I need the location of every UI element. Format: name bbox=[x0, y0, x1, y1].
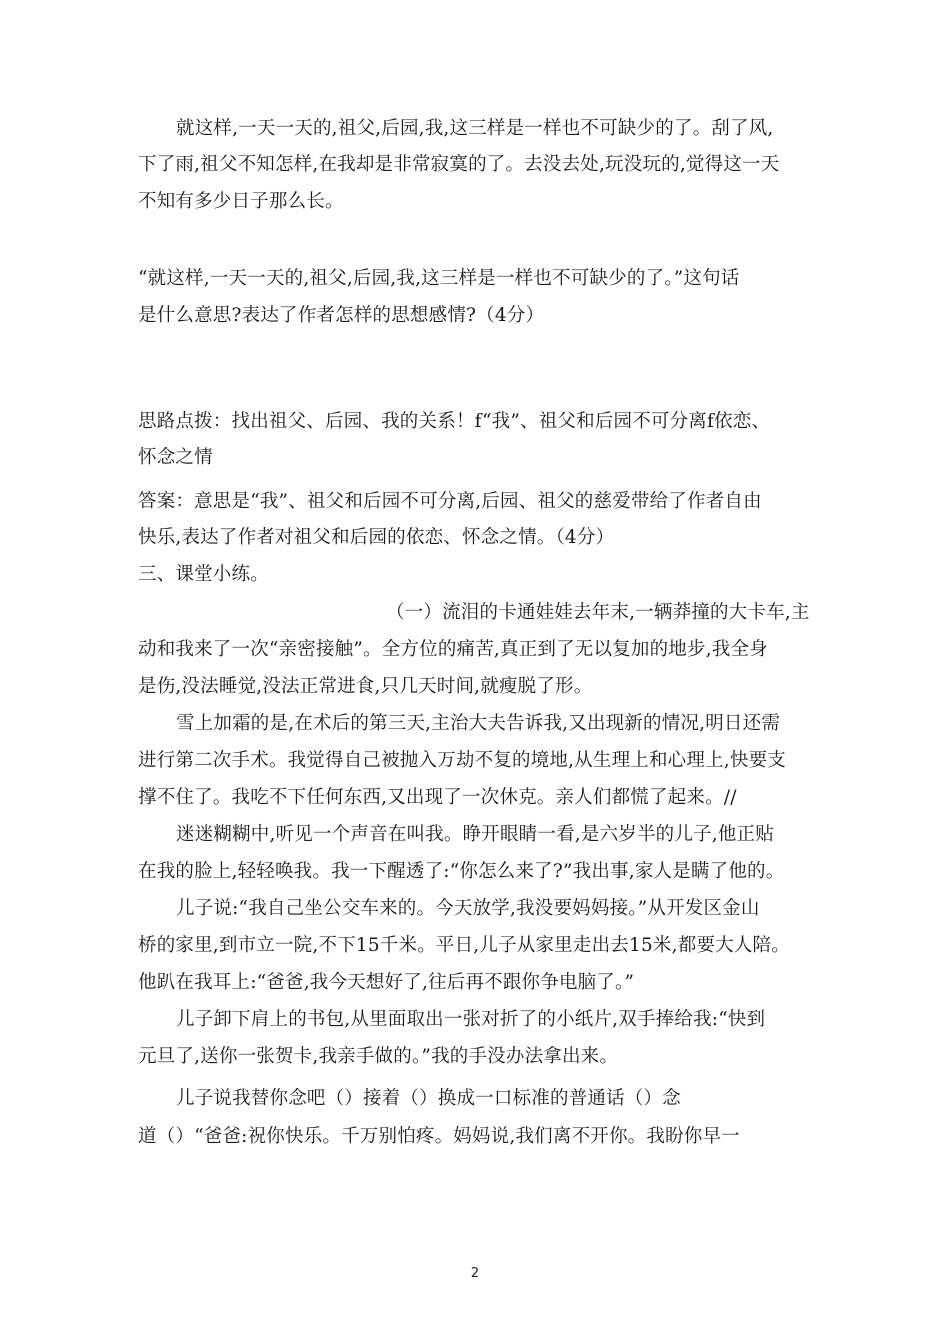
story-line: 桥的家里,到市立一院,不下15千米。平日,儿子从家里走出去15米,都要大人陪。 bbox=[138, 935, 790, 956]
story-line: 儿子说:“我自己坐公交车来的。今天放学,我没要妈妈接。”从开发区金山 bbox=[176, 898, 760, 919]
story-line: 是伤,没法睡觉,没法正常进食,只几天时间,就瘦脱了形。 bbox=[138, 676, 593, 697]
section-heading: 三、课堂小练。 bbox=[138, 564, 269, 585]
hint-line: 怀念之情 bbox=[138, 447, 213, 468]
story-line: 迷迷糊糊中,听见一个声音在叫我。睁开眼睛一看,是六岁半的儿子,他正贴 bbox=[176, 824, 774, 845]
story-line: 儿子卸下肩上的书包,从里面取出一张对折了的小纸片,双手捧给我:“快到 bbox=[176, 1009, 766, 1030]
hint-line: 思路点拨：找出祖父、后园、我的关系！f“我”、祖父和后园不可分离f依恋、 bbox=[138, 411, 771, 432]
question-line: “就这样,一天一天的,祖父,后园,我,这三样是一样也不可缺少的了。”这句话 bbox=[138, 268, 740, 289]
page-number: 2 bbox=[470, 1266, 480, 1281]
story-line: 儿子说我替你念吧（）接着（）换成一口标准的普通话（）念 bbox=[176, 1088, 681, 1109]
paragraph-line: 下了雨,祖父不知怎样,在我却是非常寂寞的了。去没去处,玩没玩的,觉得这一天 bbox=[138, 154, 780, 175]
paragraph-line: 就这样,一天一天的,祖父,后园,我,这三样是一样也不可缺少的了。刮了风, bbox=[176, 118, 774, 139]
question-line: 是什么意思?表达了作者怎样的思想感情?（4分） bbox=[138, 305, 545, 326]
story-line: 在我的脸上,轻轻唤我。我一下醒透了:“你怎么来了?”我出事,家人是瞒了他的。 bbox=[138, 861, 785, 882]
story-line: （一）流泪的卡通娃娃去年末,一辆莽撞的大卡车,主 bbox=[386, 602, 810, 623]
story-line: 道（）“爸爸:祝你快乐。千万别怕疼。妈妈说,我们离不开你。我盼你早一 bbox=[138, 1126, 740, 1147]
story-line: 撑不住了。我吃不下任何东西,又出现了一次休克。亲人们都慌了起来。// bbox=[138, 787, 737, 808]
story-line: 动和我来了一次“亲密接触”。全方位的痛苦,真正到了无以复加的地步,我全身 bbox=[138, 639, 768, 660]
answer-line: 答案：意思是“我”、祖父和后园不可分离,后园、祖父的慈爱带给了作者自由 bbox=[138, 491, 762, 512]
story-line: 进行第二次手术。我觉得自己被抛入万劫不复的境地,从生理上和心理上,快要支 bbox=[138, 750, 786, 771]
story-line: 元旦了,送你一张贺卡,我亲手做的。”我的手没办法拿出来。 bbox=[138, 1046, 619, 1067]
paragraph-line: 不知有多少日子那么长。 bbox=[138, 191, 344, 212]
story-line: 他趴在我耳上:“爸爸,我今天想好了,往后再不跟你争电脑了。” bbox=[138, 972, 635, 993]
answer-line: 快乐,表达了作者对祖父和后园的依恋、怀念之情。（4分） bbox=[138, 527, 615, 548]
story-line: 雪上加霜的是,在术后的第三天,主治大夫告诉我,又出现新的情况,明日还需 bbox=[176, 713, 781, 734]
